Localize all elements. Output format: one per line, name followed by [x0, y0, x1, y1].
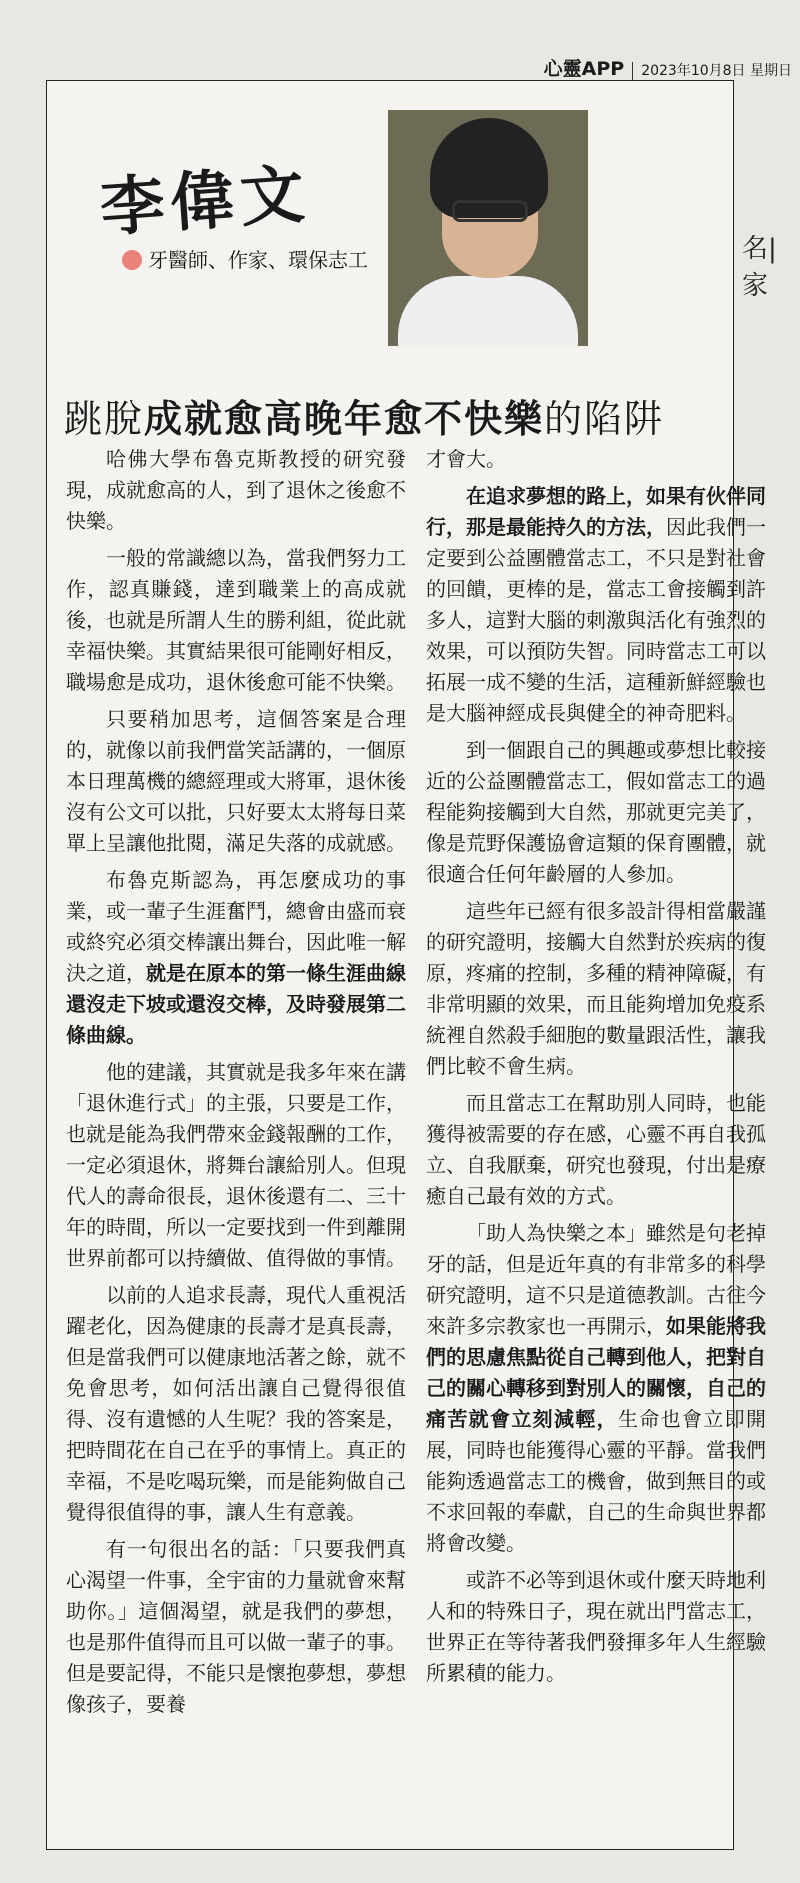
paragraph: 他的建議，其實就是我多年來在講「退休進行式」的主張，只要是工作，也就是能為我們帶來金錢報酬的工作，一定必須退休，將舞台讓給別人。但現代人的壽命很長，退休後還有二、三十年的時間，所以一定要找到一件到離開世界前都可以持續做、值得做的事情。 [66, 1060, 406, 1270]
paragraph: 一般的常識總以為，當我們努力工作，認真賺錢，達到職業上的高成就後，也就是所謂人生的勝利組，從此就幸福快樂。其實結果很可能剛好相反，職場愈是成功，退休後愈可能不快樂。 [66, 546, 406, 694]
headline-post: 的陷阱 [544, 397, 665, 441]
masthead [544, 54, 792, 81]
paragraph: 在追求夢想的路上，如果有伙伴同行，那是最能持久的方法，因此我們一定要到公益團體當志工，不只是對社會的回饋，更棒的是，當志工會接觸到許多人，這對大腦的刺激與活化有強烈的效果，可以預防失智。同時當志工可以拓展一成不變的生活，這種新鮮經驗也是大腦神經成長與健全的神奇肥料。 [426, 484, 766, 725]
paragraph: 以前的人追求長壽，現代人重視活躍老化，因為健康的長壽才是真長壽，但是當我們可以健康地活著之餘，就不免會思考，如何活出讓自己覺得很值得、沒有遺憾的人生呢？我的答案是，把時間花在自己在乎的事情上。真正的幸福，不是吃喝玩樂，而是能夠做自己覺得很值得的事，讓人生有意義。 [66, 1283, 406, 1524]
paragraph: 到一個跟自己的興趣或夢想比較接近的公益團體當志工，假如當志工的過程能夠接觸到大自然，那就更完美了，像是荒野保護協會這類的保育團體，就很適合任何年齡層的人參加。 [426, 738, 766, 886]
paragraph: 哈佛大學布魯克斯教授的研究發現，成就愈高的人，到了退休之後愈不快樂。 [66, 447, 406, 533]
masthead-divider [632, 62, 633, 80]
masthead-weekday: 星期日 [750, 63, 792, 79]
masthead-brand: 心靈APP [543, 58, 625, 80]
paragraph: 「助人為快樂之本」雖然是句老掉牙的話，但是近年真的有非常多的科學研究證明，這不只是道德教訓。古往今來許多宗教家也一再開示，如果能將我們的思慮焦點從自己轉到他人，把對自己的關心轉移到對別人的關懷，自己的痛苦就會立刻減輕，生命也會立即開展，同時也能獲得心靈的平靜。當我們能夠透過當志工的機會，做到無目的或不求回報的奉獻，自己的生命與世界都將會改變。 [426, 1221, 766, 1555]
paragraph: 才會大。 [426, 447, 506, 471]
headline-pre: 跳脫 [64, 397, 145, 441]
top-bar [0, 0, 800, 60]
paragraph: 布魯克斯認為，再怎麼成功的事業，或一輩子生涯奮鬥，總會由盛而衰或終究必須交棒讓出舞台，因此唯一解決之道，就是在原本的第一條生涯曲線還沒走下坡或還沒交棒，及時發展第二條曲線。 [66, 868, 406, 1047]
paragraph: 有一句很出名的話：「只要我們真心渴望一件事，全宇宙的力量就會來幫助你。」這個渴望，就是我們的夢想，也是那件值得而且可以做一輩子的事。但是要記得，不能只是懷抱夢想，夢想像孩子，要養 [66, 1537, 406, 1716]
right-column [426, 444, 766, 1695]
side-strip-text: 名|家 [742, 234, 777, 301]
author-signature: 李偉文 [98, 156, 313, 247]
paragraph: 或許不必等到退休或什麼天時地利人和的特殊日子，現在就出門當志工，世界正在等待著我們發揮多年人生經驗所累積的能力。 [426, 1568, 766, 1685]
paragraph: 只要稍加思考，這個答案是合理的，就像以前我們當笑話講的，一個原本日理萬機的總經理或大將軍，退休後沒有公文可以批，只好要太太將每日菜單上呈讓他批閱，滿足失落的成就感。 [66, 707, 406, 855]
left-column [66, 444, 406, 1726]
masthead-date: 2023年10月8日 [641, 63, 746, 79]
author-byline [122, 244, 368, 273]
author-photo [388, 110, 588, 346]
bullet-dot-icon [122, 250, 142, 270]
headline-bold: 成就愈高晚年愈不快樂 [144, 397, 545, 441]
paragraph: 而且當志工在幫助別人同時，也能獲得被需要的存在感，心靈不再自我孤立、自我厭棄，研究也發現，付出是療癒自己最有效的方式。 [426, 1091, 766, 1208]
author-title: 牙醫師、作家、環保志工 [148, 248, 368, 272]
article-headline [64, 388, 724, 443]
paragraph: 這些年已經有很多設計得相當嚴謹的研究證明，接觸大自然對於疾病的復原，疼痛的控制，多種的精神障礙，有非常明顯的效果，而且能夠增加免疫系統裡自然殺手細胞的數量跟活性，讓我們比較不會生病。 [426, 899, 766, 1078]
